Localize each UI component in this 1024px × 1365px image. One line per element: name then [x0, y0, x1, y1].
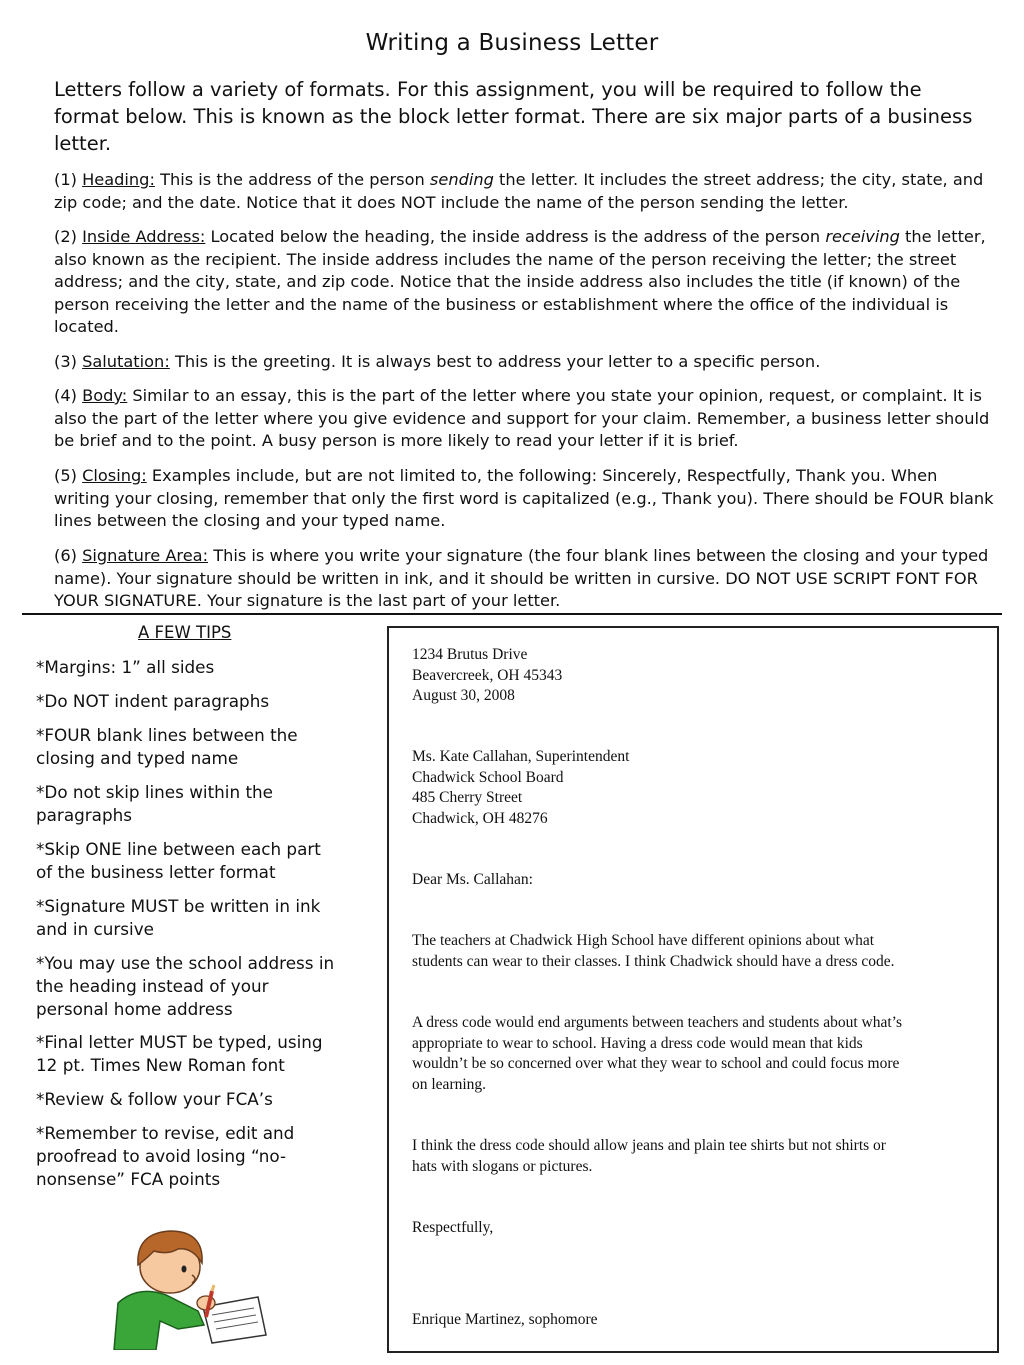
part-label: Salutation: — [82, 352, 170, 371]
part-text: This is where you write your signature (the four blank lines between the closing and your typed name). Your signature should be written in ink, and it should be written in cursive. DO NOT USE SCRIPT FONT FOR YOUR SIGNATURE. Your signature is the last part of your letter. — [54, 546, 989, 610]
boy-writing-clipart — [108, 1225, 268, 1350]
part-emphasis: receiving — [825, 227, 900, 246]
part-body — [54, 385, 994, 453]
letter-line: Chadwick, OH 48276 — [412, 809, 548, 827]
part-label: Closing: — [82, 466, 147, 485]
tip-item: *Skip ONE line between each part of the business letter format — [36, 839, 321, 882]
letter-line: The teachers at Chadwick High School have different opinions about what — [412, 932, 875, 949]
letter-line: wouldn’t be so concerned over what they wear to school and could focus more — [412, 1055, 900, 1072]
part-label: Heading: — [82, 170, 155, 189]
part-text: Examples include, but are not limited to, the following: Sincerely, Respectfully, Thank you. When writing your closing, remember that only the first word is capitalized (e.g., Thank you). There should be FOUR blank lines between the closing and your typed name. — [54, 466, 994, 530]
part-number: (2) — [54, 227, 77, 246]
sample-letter-frame — [387, 626, 999, 1353]
letter-salutation: Dear Ms. Callahan: — [412, 871, 533, 888]
intro-paragraph: Letters follow a variety of formats. For this assignment, you will be required to follow the format below. This is known as the block letter format. There are six major parts of a business letter. — [54, 78, 973, 155]
part-number: (5) — [54, 466, 77, 485]
letter-line: Ms. Kate Callahan, Superintendent — [412, 748, 630, 765]
part-text: the letter, also known as the recipient. The inside address includes the name of the person receiving the letter; the street address; and the city, state, and zip code. Notice that the inside address also includes the title (if known) of the person receiving the letter and the name of the business or establishment where the office of the individual is located. — [54, 227, 986, 336]
letter-line: students can wear to their classes. I think Chadwick should have a dress code. — [412, 952, 895, 970]
letter-heading — [412, 645, 972, 707]
tip-item: *You may use the school address in the heading instead of your personal home address — [36, 953, 335, 1019]
letter-body-paragraph — [412, 931, 972, 972]
letter-inside-address — [412, 747, 972, 829]
letter-closing: Respectfully, — [412, 1219, 494, 1236]
part-number: (6) — [54, 546, 77, 565]
letter-line: Chadwick School Board — [412, 768, 564, 786]
tip-item: *Remember to revise, edit and proofread to avoid losing “no-nonsense” FCA points — [36, 1123, 295, 1189]
part-text: the letter. It includes the street address; the city, state, and zip code; and the date. Notice that it does NOT include the name of the person sending the letter. — [54, 170, 984, 212]
kid-shirt — [114, 1291, 204, 1350]
tip-item: *FOUR blank lines between the closing and typed name — [36, 725, 298, 768]
part-inside-address — [54, 226, 994, 339]
tip-item: *Do not skip lines within the paragraphs — [36, 782, 273, 825]
tip-item: *Signature MUST be written in ink and in cursive — [36, 896, 321, 939]
letter-line: 1234 Brutus Drive — [412, 646, 528, 663]
part-text: This is the address of the person — [160, 170, 430, 189]
section-divider — [22, 613, 1002, 615]
part-label: Signature Area: — [82, 546, 209, 565]
part-text: Similar to an essay, this is the part of the letter where you state your opinion, request, or complaint. It is also the part of the letter where you give evidence and support for your claim. Remember, a business letter should be brief and to the point. A busy person is more likely to read your letter if it is brief. — [54, 386, 990, 450]
tip-item: *Do NOT indent paragraphs — [36, 691, 270, 711]
part-closing — [54, 465, 994, 533]
page-title: Writing a Business Letter — [365, 30, 659, 56]
part-number: (1) — [54, 170, 77, 189]
part-text: This is the greeting. It is always best to address your letter to a specific person. — [174, 352, 821, 371]
letter-signature: Enrique Martinez, sophomore — [412, 1311, 598, 1328]
tip-item: *Review & follow your FCA’s — [36, 1089, 273, 1109]
letter-line: hats with slogans or pictures. — [412, 1157, 593, 1175]
part-label: Body: — [82, 386, 128, 405]
part-number: (4) — [54, 386, 77, 405]
tips-title: A FEW TIPS — [138, 623, 232, 642]
letter-line: A dress code would end arguments between teachers and students about what’s — [412, 1014, 902, 1031]
part-signature-area — [54, 545, 994, 613]
letter-body-paragraph — [412, 1136, 972, 1177]
part-number: (3) — [54, 352, 77, 371]
letter-line: August 30, 2008 — [412, 687, 515, 704]
part-salutation — [54, 351, 994, 374]
part-emphasis: sending — [429, 170, 494, 189]
letter-body-paragraph — [412, 1013, 972, 1095]
letter-line: I think the dress code should allow jeans and plain tee shirts but not shirts or — [412, 1137, 886, 1154]
part-text: Located below the heading, the inside address is the address of the person — [210, 227, 826, 246]
letter-line: appropriate to wear to school. Having a dress code would mean that kids — [412, 1034, 863, 1052]
tip-item: *Margins: 1” all sides — [36, 657, 215, 677]
part-heading — [54, 169, 994, 214]
tip-item: *Final letter MUST be typed, using 12 pt. Times New Roman font — [36, 1032, 323, 1075]
part-label: Inside Address: — [82, 227, 206, 246]
letter-line: on learning. — [412, 1075, 487, 1093]
letter-line: 485 Cherry Street — [412, 789, 523, 806]
letter-line: Beavercreek, OH 45343 — [412, 666, 563, 684]
